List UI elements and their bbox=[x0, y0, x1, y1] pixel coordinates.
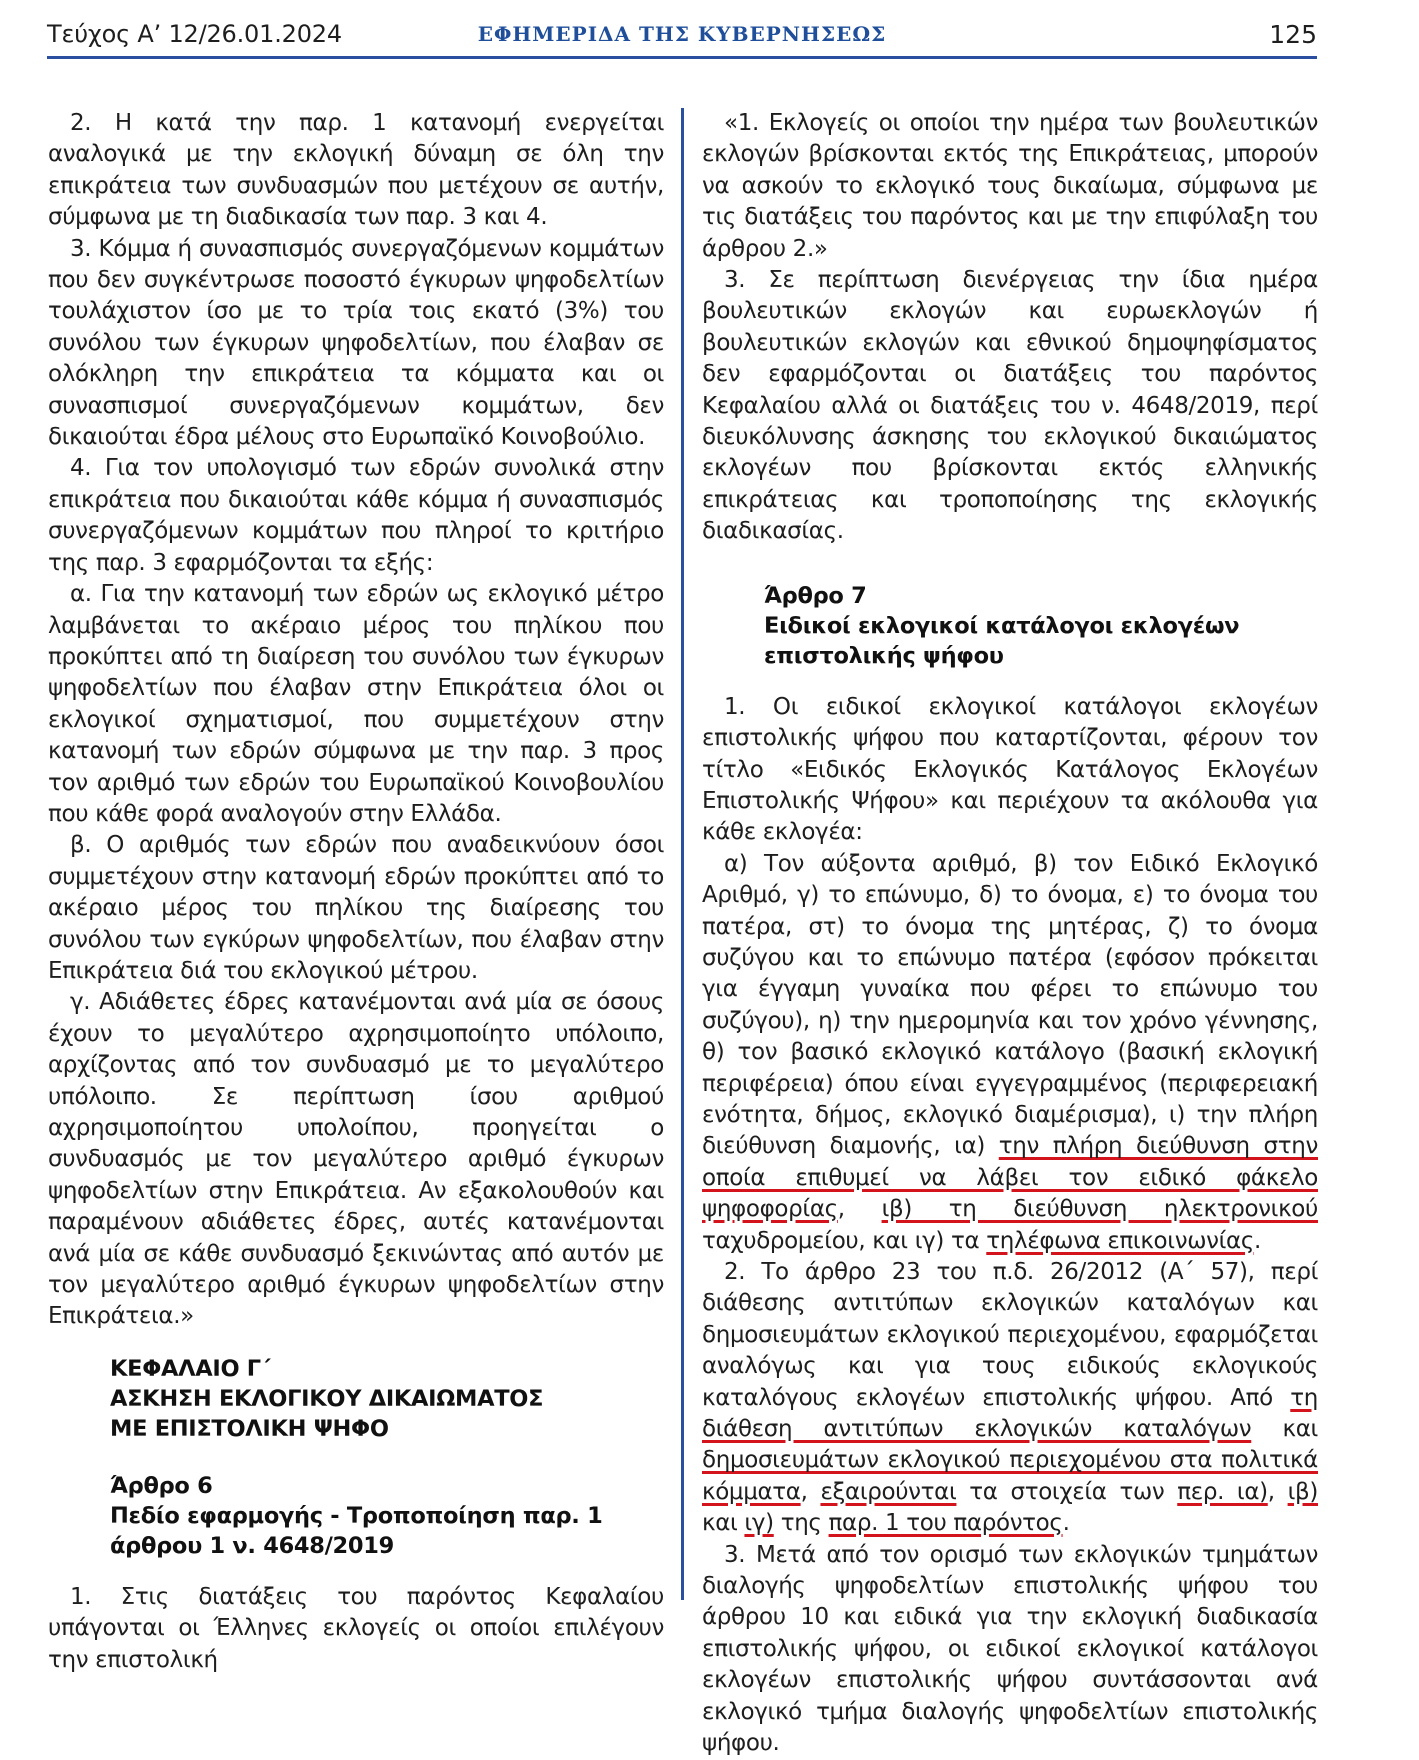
paragraph: α. Για την κατανομή των εδρών ως εκλογικό μέτρο λαμβάνεται το ακέραιο μέρος του πηλίκου που προκύπτει από τη διαίρεση του συνόλου των έγκυρων ψηφοδελτίων που έλαβαν στην Επικράτεια όλοι οι εκλογικοί σχηματισμοί, που συμμετέχουν στην κατανομή των εδρών σύμφωνα με την παρ. 3 προς τον αριθμό των εδρών του Ευρωπαϊκού Κοινοβουλίου που κάθε φορά αναλογούν στην Ελλάδα. bbox=[48, 581, 664, 827]
red-underline: τηλέφωνα επικοινωνίας bbox=[986, 1227, 1255, 1254]
paragraph: γ. Αδιάθετες έδρες κατανέμονται ανά μία σε όσους έχουν το μεγαλύτερο αχρησιμοποίητο υπόλοιπο, αρχίζοντας από τον συνδυασμό με το μεγαλύτερο υπόλοιπο. Σε περίπτωση ίσου αριθμού αχρησιμοποίητου υπολοίπου, προηγείται ο συνδυασμός με τον μεγαλύτερο αριθμό έγκυρων ψηφοδελτίων στην Επικράτεια. Αν εξακολουθούν και παραμένουν αδιάθετες έδρες, αυτές κατανέμονται ανά μία σε κάθε συνδυασμό ξεκινώντας από αυτόν με τον μεγαλύτερο αριθμό έγκυρων ψηφοδελτίων στην Επικράτεια.» bbox=[48, 989, 664, 1330]
newspaper-title: ΕΦΗΜΕΡΙΔΑ ΤΗΣ ΚΥΒΕΡΝΗΣΕΩΣ bbox=[477, 22, 887, 46]
paragraph: 4. Για τον υπολογισμό των εδρών συνολικά στην επικράτεια που δικαιούται κάθε κόμμα ή συνασπισμός συνεργαζόμενων κομμάτων που πληροί το κριτήριο της παρ. 3 εφαρμόζονται τα εξής: bbox=[48, 455, 664, 576]
article-number: Άρθρο 6 bbox=[110, 1472, 213, 1499]
paragraph: α) Τον αύξοντα αριθμό, β) τον Ειδικό Εκλογικό Αριθμό, γ) το επώνυμο, δ) το όνομα, ε) το όνομα του πατέρα, στ) το όνομα της μητέρας, ζ) το όνομα συζύγου και το επώνυμο πατέρα (εφόσον πρόκειται για έγγαμη γυναίκα που φέρει το επώνυμο του συζύγου), η) την ημερομηνία και τον χρόνο γέννησης, θ) τον βασικό εκλογικό κατάλογο (βασική εκλογική περιφέρεια) όπου είναι εγγεγραμμένος (περιφερειακή ενότητα, δήμος, εκλογικό διαμέρισμα), ι) την πλήρη διεύθυνση διαμονής, ια) την πλήρη διεύθυνση στην οποία επιθυμεί να λάβει τον ειδικό φάκελο ψηφοφορίας, ιβ) τη διεύθυνση ηλεκτρονικού ταχυδρομείου, και ιγ) τα τηλέφωνα επικοινωνίας. bbox=[702, 850, 1318, 1254]
chapter-title: ΜΕ ΕΠΙΣΤΟΛΙΚΗ ΨΗΦΟ bbox=[110, 1415, 389, 1442]
article-heading bbox=[764, 581, 1318, 671]
article-title: Ειδικοί εκλογικοί κατάλογοι εκλογέων bbox=[764, 612, 1240, 639]
header-rule bbox=[47, 56, 1317, 59]
page-number: 125 bbox=[1269, 20, 1317, 49]
red-underline: περ. ια) bbox=[1177, 1478, 1268, 1505]
chapter-title: ΑΣΚΗΣΗ ΕΚΛΟΓΙΚΟΥ ΔΙΚΑΙΩΜΑΤΟΣ bbox=[110, 1385, 544, 1412]
red-underline: ιβ) τη διεύθυνση ηλεκτρονικού bbox=[881, 1196, 1318, 1223]
paragraph: 3. Μετά από τον ορισμό των εκλογικών τμημάτων διαλογής ψηφοδελτίων επιστολικής ψήφου του άρθρου 10 και ειδικά για την εκλογική διαδικασία επιστολικής ψήφου, οι ειδικοί εκλογικοί κατάλογοι εκλογέων επιστολικής ψήφου συντάσσονται ανά εκλογικό τμήμα διαλογής ψηφοδελτίων επιστολικής ψήφου. bbox=[702, 1541, 1318, 1757]
paragraph: 1. Στις διατάξεις του παρόντος Κεφαλαίου υπάγονται οι Έλληνες εκλογείς οι οποίοι επιλέγουν την επιστολική bbox=[48, 1583, 664, 1673]
chapter-number: ΚΕΦΑΛΑΙΟ Γ΄ bbox=[110, 1355, 271, 1382]
article-number: Άρθρο 7 bbox=[764, 582, 867, 609]
red-underline: ιβ) bbox=[1287, 1478, 1318, 1505]
article-title: άρθρου 1 ν. 4648/2019 bbox=[110, 1532, 394, 1559]
paragraph: 3. Κόμμα ή συνασπισμός συνεργαζόμενων κομμάτων που δεν συγκέντρωσε ποσοστό έγκυρων ψηφοδελτίων τουλάχιστον ίσο με το τρία τοις εκατό (3%) του συνόλου των έγκυρων ψηφοδελτίων, που έλαβαν σε ολόκληρη την επικράτεια τα κόμματα και οι συνασπισμοί συνεργαζόμενων κομμάτων, δεν δικαιούται έδρα μέλους στο Ευρωπαϊκό Κοινοβούλιο. bbox=[48, 235, 664, 451]
column-divider bbox=[681, 108, 684, 1600]
red-underline: τη διάθεση αντιτύπων εκλογικών καταλόγων bbox=[702, 1384, 1318, 1443]
article-title: Πεδίο εφαρμογής - Τροποποίηση παρ. 1 bbox=[110, 1502, 603, 1529]
page-header bbox=[47, 20, 1317, 54]
paragraph: «1. Εκλογείς οι οποίοι την ημέρα των βουλευτικών εκλογών βρίσκονται εκτός της Επικράτειας, μπορούν να ασκούν το εκλογικό τους δικαίωμα, σύμφωνα με τις διατάξεις του παρόντος και με την επιφύλαξη του άρθρου 2.» bbox=[702, 110, 1318, 262]
paragraph: 1. Οι ειδικοί εκλογικοί κατάλογοι εκλογέων επιστολικής ψήφου που καταρτίζονται, φέρουν τον τίτλο «Ειδικός Εκλογικός Κατάλογος Εκλογέων Επιστολικής Ψήφου» και περιέχουν τα ακόλουθα για κάθε εκλογέα: bbox=[702, 693, 1318, 846]
article-heading bbox=[110, 1471, 664, 1561]
paragraph: 3. Σε περίπτωση διενέργειας την ίδια ημέρα βουλευτικών εκλογών και ευρωεκλογών ή βουλευτικών εκλογών και εθνικού δημοψηφίσματος δεν εφαρμόζονται οι διατάξεις του παρόντος Κεφαλαίου αλλά οι διατάξεις του ν. 4648/2019, περί διευκόλυνσης άσκησης του εκλογικού δικαιώματος εκλογέων που βρίσκονται εκτός ελληνικής επικράτειας και τροποποίησης της εκλογικής διαδικασίας. bbox=[702, 267, 1318, 545]
red-underline: εξαιρούνται bbox=[820, 1478, 957, 1505]
red-underline: την πλήρη διεύθυνση στην οποία επιθυμεί να λάβει τον ειδικό φάκελο ψηφοφορίας bbox=[702, 1133, 1318, 1223]
issue-number: Τεύχος A’ 12/26.01.2024 bbox=[47, 20, 342, 48]
chapter-heading bbox=[110, 1354, 664, 1444]
red-underline: παρ. 1 του παρόντος bbox=[828, 1510, 1063, 1537]
paragraph: 2. Το άρθρο 23 του π.δ. 26/2012 (Α΄ 57), περί διάθεσης αντιτύπων εκλογικών καταλόγων και δημοσιευμάτων εκλογικού περιεχομένου, εφαρμόζεται αναλόγως και για τους ειδικούς εκλογικούς καταλόγους εκλογέων επιστολικής ψήφου. Από τη διάθεση αντιτύπων εκλογικών καταλόγων και δημοσιευμάτων εκλογικού περιεχομένου στα πολιτικά κόμματα, εξαιρούνται τα στοιχεία των περ. ια), ιβ) και ιγ) της παρ. 1 του παρόντος. bbox=[702, 1259, 1318, 1537]
red-underline: ιγ) bbox=[744, 1510, 774, 1537]
right-column bbox=[702, 108, 1318, 1760]
article-title: επιστολικής ψήφου bbox=[764, 642, 1004, 669]
paragraph: β. Ο αριθμός των εδρών που αναδεικνύουν όσοι συμμετέχουν στην κατανομή εδρών προκύπτει από το ακέραιο μέρος του πηλίκου της διαίρεσης του συνόλου των εγκύρων ψηφοδελτίων, που έλαβαν στην Επικράτεια διά του εκλογικού μέτρου. bbox=[48, 832, 664, 984]
left-column bbox=[48, 108, 664, 1676]
paragraph: 2. Η κατά την παρ. 1 κατανομή ενεργείται αναλογικά με την εκλογική δύναμη σε όλη την επικράτεια των συνδυασμών που μετέχουν σε αυτήν, σύμφωνα με τη διαδικασία των παρ. 3 και 4. bbox=[48, 110, 664, 231]
red-underline: δημοσιευμάτων εκλογικού περιεχομένου στα πολιτικά κόμματα bbox=[702, 1447, 1318, 1505]
